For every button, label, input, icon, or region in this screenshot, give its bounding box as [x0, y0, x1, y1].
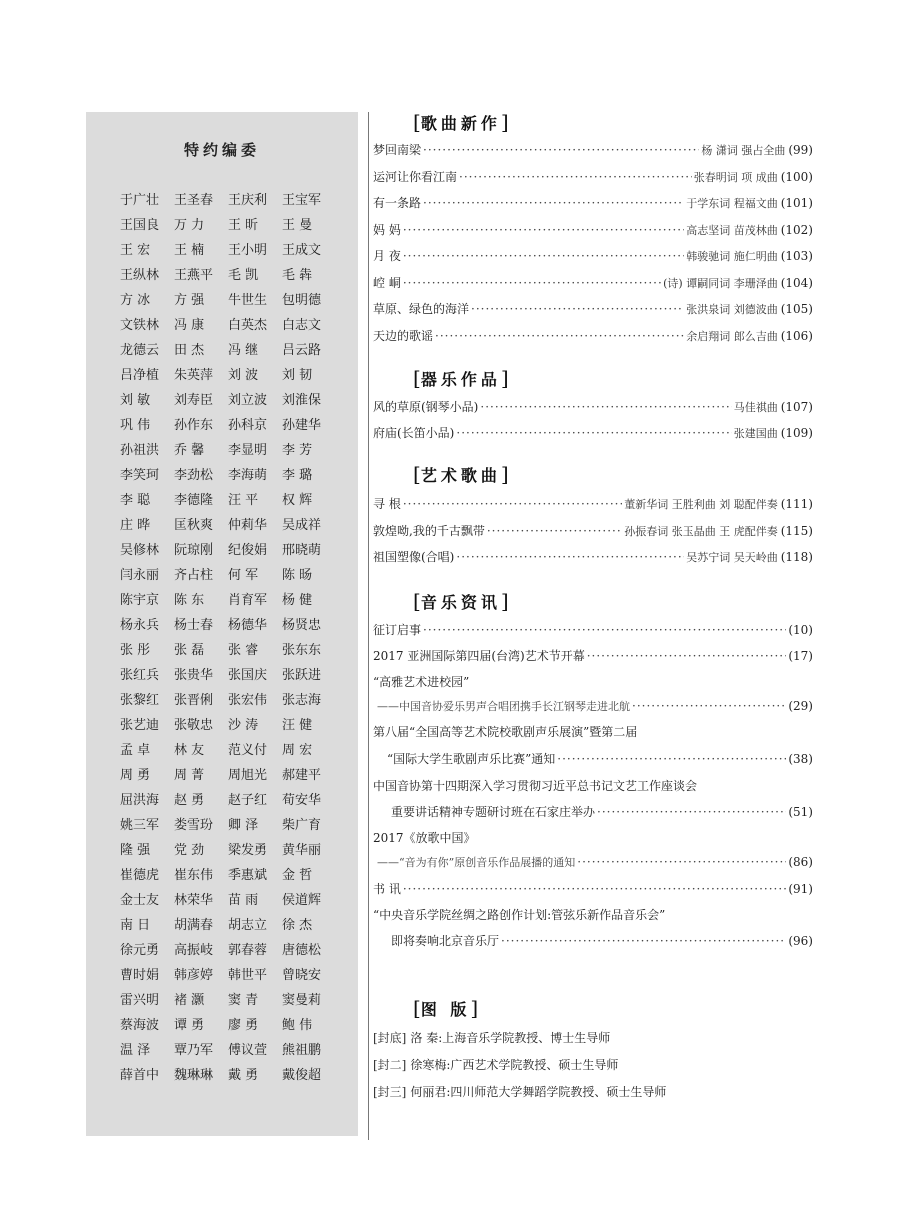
- board-member-name: 韩世平: [228, 968, 268, 983]
- entry-credit: 孙振春词 张玉晶曲 王 虎配伴奏: [624, 524, 778, 538]
- board-member-name: 张志海: [282, 693, 322, 708]
- board-member-name: 张国庆: [228, 668, 268, 683]
- entry-credit: 张洪泉词 刘德波曲: [686, 303, 778, 316]
- dot-leader: [403, 273, 661, 293]
- board-member-name: 杨 健: [282, 593, 313, 608]
- dot-leader: [487, 521, 622, 541]
- board-member-name: 薛首中: [120, 1068, 160, 1083]
- board-member-name: 高振岐: [174, 943, 214, 958]
- board-member-name: 周 宏: [282, 743, 313, 758]
- entry-credit: 张春明词 项 成曲: [693, 170, 778, 184]
- plate-entry: [373, 1028, 610, 1048]
- name-row: [120, 988, 336, 1013]
- board-member-name: 熊祖鹏: [282, 1043, 322, 1058]
- board-member-name: 周 勇: [120, 768, 151, 783]
- name-row: [120, 463, 336, 488]
- board-member-name: 季惠斌: [228, 868, 268, 883]
- board-member-name: 苗 雨: [228, 893, 259, 908]
- name-row: [120, 588, 336, 613]
- name-row: [120, 438, 336, 463]
- board-member-name: 张 彤: [120, 643, 151, 658]
- toc-entry[interactable]: [373, 246, 813, 266]
- board-member-name: 鲍 伟: [282, 1018, 313, 1033]
- entry-title: 敦煌呦,我的千古飘带: [373, 523, 485, 538]
- board-member-name: 张跃进: [282, 668, 322, 683]
- board-member-name: 谭 勇: [174, 1018, 205, 1033]
- board-member-name: 覃乃军: [174, 1043, 214, 1058]
- board-member-name: 张宏伟: [228, 693, 268, 708]
- board-member-name: 齐占柱: [174, 568, 214, 583]
- board-member-name: 王成文: [282, 243, 322, 258]
- board-member-name: 田 杰: [174, 343, 205, 358]
- board-member-name: 林 友: [174, 743, 205, 758]
- toc-entry-line[interactable]: 中国音协第十四期深入学习贯彻习近平总书记文艺工作座谈会: [373, 779, 698, 793]
- board-member-name: 金士友: [120, 893, 160, 908]
- board-member-name: 隆 强: [120, 843, 151, 858]
- board-member-name: 卿 泽: [228, 818, 259, 833]
- board-member-name: 冯 继: [228, 343, 259, 358]
- name-row: [120, 1063, 336, 1088]
- board-member-name: 蔡海波: [120, 1018, 160, 1033]
- board-member-name: 徐元勇: [120, 943, 160, 958]
- toc-entry[interactable]: [373, 494, 813, 514]
- plate-tag: [封二]: [373, 1058, 407, 1072]
- toc-entry[interactable]: [373, 299, 813, 319]
- board-member-name: 温 泽: [120, 1043, 151, 1058]
- board-member-name: 杨德华: [228, 618, 268, 633]
- board-member-name: 牛世生: [228, 293, 268, 308]
- board-member-name: 乔 馨: [174, 443, 205, 458]
- name-row: [120, 188, 336, 213]
- board-member-name: 崔德虎: [120, 868, 160, 883]
- entry-title: 天边的歌谣: [373, 328, 434, 343]
- board-member-name: 闫永丽: [120, 568, 160, 583]
- board-member-name: 王国良: [120, 218, 160, 233]
- board-member-name: 杨贤忠: [282, 618, 322, 633]
- name-row: [120, 488, 336, 513]
- dot-leader: [435, 326, 684, 346]
- board-member-name: 孟 卓: [120, 743, 151, 758]
- entry-credit: 杨 潇词 强占全曲: [701, 144, 786, 157]
- toc-entry[interactable]: “国际大学生歌剧声乐比赛”通知 ····· (38): [373, 749, 813, 769]
- board-member-name: 范义付: [228, 743, 268, 758]
- toc-entry[interactable]: [373, 140, 813, 160]
- board-member-name: 廖 勇: [228, 1018, 259, 1033]
- entry-page: (102): [780, 222, 813, 237]
- entry-page: (106): [780, 328, 813, 343]
- name-row: [120, 788, 336, 813]
- board-member-name: 纪俊娟: [228, 543, 268, 558]
- editorial-board-title: 特约编委: [183, 141, 260, 159]
- entry-page: (103): [780, 249, 813, 263]
- plate-tag: [封底]: [373, 1031, 407, 1045]
- board-member-name: 窦 青: [228, 993, 259, 1008]
- board-member-name: 毛 犇: [282, 268, 313, 283]
- board-member-name: 胡志立: [228, 918, 268, 933]
- board-member-name: 李 芳: [282, 443, 313, 458]
- name-row: [120, 763, 336, 788]
- board-member-name: 赵 勇: [174, 793, 205, 808]
- toc-entry[interactable]: 征订启事 ····· (10): [373, 620, 813, 640]
- board-member-name: 杨永兵: [120, 618, 160, 633]
- board-member-name: 孙建华: [282, 418, 322, 433]
- board-member-name: 邢晓萌: [282, 543, 322, 558]
- board-member-name: 崔东伟: [174, 868, 214, 883]
- entry-credit: 韩骏驰词 施仁明曲: [686, 250, 778, 263]
- board-member-name: 陈 旸: [282, 568, 313, 583]
- board-member-name: 党 劲: [174, 843, 205, 858]
- toc-entry[interactable]: [373, 273, 813, 293]
- dot-leader: [423, 140, 699, 160]
- toc-entry[interactable]: 书 讯 ····· (91): [373, 879, 813, 899]
- plate-caption: 何丽君:四川师范大学舞蹈学院教授、硕士生导师: [410, 1085, 667, 1099]
- board-member-name: 包明德: [282, 293, 322, 308]
- entry-title: 崆 峒: [373, 275, 401, 290]
- board-member-name: 徐 杰: [282, 918, 313, 933]
- board-member-name: 汪 平: [228, 493, 259, 508]
- column-divider: [368, 112, 369, 1140]
- board-member-name: 郝建平: [282, 768, 322, 783]
- entry-page: (109): [780, 426, 813, 440]
- board-member-name: 周旭光: [228, 768, 268, 783]
- board-member-name: 王纵林: [120, 268, 160, 283]
- entry-page: (118): [780, 550, 813, 564]
- board-member-name: 褚 灏: [174, 993, 205, 1008]
- entry-title: 有一条路: [373, 196, 422, 210]
- board-member-name: 汪 健: [282, 718, 313, 733]
- board-member-name: 朱英萍: [174, 368, 214, 383]
- board-member-name: 曹时娟: [120, 968, 160, 983]
- board-member-name: 李显明: [228, 443, 268, 458]
- toc-entry[interactable]: [373, 220, 813, 240]
- entry-page: (99): [788, 143, 813, 157]
- board-member-name: 王宝军: [282, 193, 322, 208]
- name-row: [120, 1013, 336, 1038]
- board-member-name: 陈 东: [174, 593, 205, 608]
- dot-leader: [471, 299, 684, 319]
- board-member-name: 林荣华: [174, 893, 214, 908]
- board-member-name: 毛 凯: [228, 268, 259, 283]
- name-row: [120, 563, 336, 588]
- board-member-name: 吴修林: [120, 543, 160, 558]
- dot-leader: [403, 494, 622, 514]
- board-member-name: 万 力: [174, 218, 205, 233]
- name-row: [120, 388, 336, 413]
- name-row: [120, 863, 336, 888]
- entry-credit: 高志坚词 苗茂林曲: [686, 223, 778, 237]
- board-member-name: 南 日: [120, 918, 151, 933]
- name-row: [120, 838, 336, 863]
- board-member-name: 吴成祥: [282, 518, 322, 533]
- name-row: [120, 288, 336, 313]
- board-member-name: 娄雪玢: [174, 818, 214, 833]
- board-member-name: 张艺迪: [120, 718, 160, 733]
- board-member-name: 赵子红: [228, 793, 268, 808]
- board-member-name: 郭春蓉: [228, 943, 268, 958]
- board-member-name: 张 磊: [174, 643, 205, 658]
- board-member-name: 窦曼莉: [282, 993, 322, 1008]
- editorial-board-panel: [86, 112, 358, 1136]
- board-member-name: 魏琳琳: [174, 1068, 214, 1083]
- entry-page: (107): [780, 400, 813, 414]
- name-row: [120, 688, 336, 713]
- board-member-name: 张贵华: [174, 668, 214, 683]
- entry-title: 草原、绿色的海洋: [373, 302, 470, 316]
- entry-credit: 张建国曲: [733, 427, 778, 440]
- plate-tag: [封三]: [373, 1085, 407, 1099]
- entry-title: 府庙(长笛小品): [373, 426, 455, 440]
- entry-page: (104): [780, 275, 813, 290]
- toc-entry[interactable]: [373, 167, 813, 187]
- board-member-name: 匡秋爽: [174, 518, 214, 533]
- board-member-name: 王庆利: [228, 193, 268, 208]
- board-member-name: 戴 勇: [228, 1068, 259, 1083]
- board-member-name: 文铁林: [120, 318, 160, 333]
- entry-credit: 马佳祺曲: [733, 401, 778, 414]
- board-member-name: 王圣春: [174, 193, 214, 208]
- entry-page: (115): [780, 523, 813, 538]
- board-member-name: 李 聪: [120, 493, 151, 508]
- section-heading-songs: [歌曲新作]: [413, 110, 509, 134]
- section-heading-instrumental: [器乐作品]: [413, 366, 509, 390]
- entry-title: 月 夜: [373, 249, 401, 263]
- board-member-name: 李 璐: [282, 468, 313, 483]
- board-member-name: 张晋俐: [174, 693, 214, 708]
- board-member-name: 侯道辉: [282, 893, 322, 908]
- entry-credit: 董新华词 王胜利曲 刘 聪配伴奏: [624, 498, 778, 511]
- board-member-name: 孙祖洪: [120, 443, 160, 458]
- toc-entry-line[interactable]: “高雅艺术进校园”: [373, 675, 470, 689]
- toc-entry-line[interactable]: 2017《放歌中国》: [373, 831, 476, 845]
- toc-entry[interactable]: [373, 397, 813, 417]
- toc-entry[interactable]: 2017 亚洲国际第四届(台湾)艺术节开幕 ····· (17): [373, 646, 813, 666]
- toc-entry[interactable]: [373, 521, 813, 541]
- plate-entry: [373, 1055, 618, 1075]
- board-member-name: 张东东: [282, 643, 322, 658]
- dot-leader: [423, 193, 684, 213]
- name-row: [120, 663, 336, 688]
- board-member-name: 傅议萱: [228, 1043, 268, 1058]
- board-member-name: 刘淮保: [282, 393, 322, 408]
- name-row: [120, 913, 336, 938]
- entry-page: (111): [780, 497, 813, 511]
- name-row: [120, 713, 336, 738]
- name-row: [120, 263, 336, 288]
- name-row: [120, 338, 336, 363]
- toc-entry[interactable]: [373, 326, 813, 346]
- board-member-name: 方 强: [174, 293, 205, 308]
- toc-entry[interactable]: ——中国音协爱乐男声合唱团携手长江钢琴走进北航 ····· (29): [373, 696, 813, 716]
- entry-title: 妈 妈: [373, 222, 401, 237]
- board-member-name: 庄 晔: [120, 518, 151, 533]
- board-member-name: 梁发勇: [228, 843, 268, 858]
- board-member-name: 杨士春: [174, 618, 214, 633]
- entry-page: (105): [780, 302, 813, 316]
- entry-page: (100): [780, 169, 813, 184]
- board-member-name: 权 辉: [282, 493, 313, 508]
- board-member-name: 龙德云: [120, 343, 160, 358]
- entry-page: (101): [780, 196, 813, 210]
- name-row: [120, 613, 336, 638]
- board-member-name: 荀安华: [282, 793, 322, 808]
- toc-entry[interactable]: [373, 547, 813, 567]
- entry-title: 祖国塑像(合唱): [373, 550, 455, 564]
- board-member-name: 张 睿: [228, 643, 259, 658]
- board-member-name: 李劲松: [174, 468, 214, 483]
- plate-caption: 徐寒梅:广西艺术学院教授、硕士生导师: [410, 1058, 619, 1072]
- board-member-name: 阮琼刚: [174, 543, 214, 558]
- board-member-name: 胡满春: [174, 918, 214, 933]
- plate-entry: [373, 1082, 666, 1102]
- name-row: [120, 213, 336, 238]
- section-heading-plates: [图 版]: [413, 996, 479, 1020]
- name-row: [120, 963, 336, 988]
- board-member-name: 雷兴明: [120, 993, 160, 1008]
- board-member-name: 于广壮: [120, 193, 160, 208]
- board-member-name: 王 曼: [282, 218, 313, 233]
- board-member-name: 张红兵: [120, 668, 160, 683]
- board-member-name: 何 军: [228, 568, 259, 583]
- board-member-name: 刘 波: [228, 368, 259, 383]
- board-member-name: 李笑珂: [120, 468, 160, 483]
- board-member-name: 唐德松: [282, 943, 322, 958]
- board-member-name: 张黎红: [120, 693, 160, 708]
- board-member-name: 沙 涛: [228, 718, 259, 733]
- board-member-name: 方 冰: [120, 293, 151, 308]
- dot-leader: [403, 220, 684, 240]
- board-member-name: 刘寿臣: [174, 393, 214, 408]
- board-member-name: 刘 韧: [282, 368, 313, 383]
- board-member-name: 周 菁: [174, 768, 205, 783]
- entry-credit: 余启翔词 郎么吉曲: [686, 329, 778, 343]
- entry-title: 风的草原(钢琴小品): [373, 400, 479, 414]
- board-member-name: 柴广育: [282, 818, 322, 833]
- board-member-name: 肖育军: [228, 593, 268, 608]
- toc-entry[interactable]: ——“音为有你”原创音乐作品展播的通知 ····· (86): [373, 852, 813, 872]
- board-member-name: 黄华丽: [282, 843, 322, 858]
- board-member-name: 王 楠: [174, 243, 205, 258]
- board-member-name: 陈宇京: [120, 593, 160, 608]
- name-row: [120, 938, 336, 963]
- board-member-name: 李海萌: [228, 468, 268, 483]
- plate-caption: 洛 秦:上海音乐学院教授、博士生导师: [410, 1031, 611, 1045]
- name-row: [120, 313, 336, 338]
- table-of-contents: [373, 0, 813, 1221]
- board-member-name: 刘立波: [228, 393, 268, 408]
- board-member-name: 孙作东: [174, 418, 214, 433]
- toc-entry-line[interactable]: “中央音乐学院丝绸之路创作计划:管弦乐新作品音乐会”: [373, 908, 666, 922]
- board-member-name: 白志文: [282, 318, 322, 333]
- name-row: [120, 238, 336, 263]
- name-row: [120, 1038, 336, 1063]
- toc-entry[interactable]: 即将奏响北京音乐厅 ····· (96): [373, 931, 813, 951]
- board-member-name: 孙科京: [228, 418, 268, 433]
- board-member-name: 吕云路: [282, 343, 322, 358]
- board-member-name: 曾晓安: [282, 968, 322, 983]
- toc-entry[interactable]: 重要讲话精神专题研讨班在石家庄举办 ····· (51): [373, 802, 813, 822]
- toc-entry[interactable]: [373, 423, 813, 443]
- entry-title: 运河让你看江南: [373, 169, 458, 184]
- board-member-name: 王小明: [228, 243, 268, 258]
- board-member-name: 冯 康: [174, 318, 205, 333]
- name-row: [120, 513, 336, 538]
- name-row: [120, 363, 336, 388]
- board-member-name: 白英杰: [228, 318, 268, 333]
- section-heading-news: [音乐资讯]: [413, 589, 509, 613]
- board-member-name: 姚三军: [120, 818, 160, 833]
- dot-leader: [480, 397, 731, 417]
- board-member-name: 戴俊超: [282, 1068, 322, 1083]
- entry-title: 梦回南梁: [373, 143, 422, 157]
- entry-credit: 吴苏宁词 吴天岭曲: [686, 551, 778, 564]
- entry-credit: (诗) 谭嗣同词 李珊泽曲: [663, 276, 778, 290]
- name-row: [120, 638, 336, 663]
- name-row: [120, 738, 336, 763]
- board-member-name: 仲莉华: [228, 518, 268, 533]
- entry-title: 寻 根: [373, 497, 401, 511]
- board-member-name: 屈洪海: [120, 793, 160, 808]
- board-member-name: 金 哲: [282, 868, 313, 883]
- board-member-name: 吕净植: [120, 368, 160, 383]
- board-member-name: 李德隆: [174, 493, 214, 508]
- entry-credit: 于学东词 程福文曲: [686, 197, 778, 210]
- board-member-name: 王燕平: [174, 268, 214, 283]
- toc-entry-line[interactable]: 第八届“全国高等艺术院校歌剧声乐展演”暨第二届: [373, 725, 638, 739]
- name-row: [120, 538, 336, 563]
- board-member-name: 王 昕: [228, 218, 259, 233]
- board-member-name: 王 宏: [120, 243, 151, 258]
- toc-entry[interactable]: [373, 193, 813, 213]
- board-member-name: 韩彦婷: [174, 968, 214, 983]
- dot-leader: [456, 423, 731, 443]
- section-heading-art-songs: [艺术歌曲]: [413, 462, 509, 486]
- dot-leader: [459, 167, 692, 187]
- board-member-name: 张敬忠: [174, 718, 214, 733]
- board-member-name: 巩 伟: [120, 418, 151, 433]
- board-member-name: 刘 敏: [120, 393, 151, 408]
- name-row: [120, 888, 336, 913]
- name-row: [120, 413, 336, 438]
- name-row: [120, 813, 336, 838]
- editorial-board-names: [120, 188, 336, 1088]
- dot-leader: [403, 246, 684, 266]
- dot-leader: [456, 547, 684, 567]
